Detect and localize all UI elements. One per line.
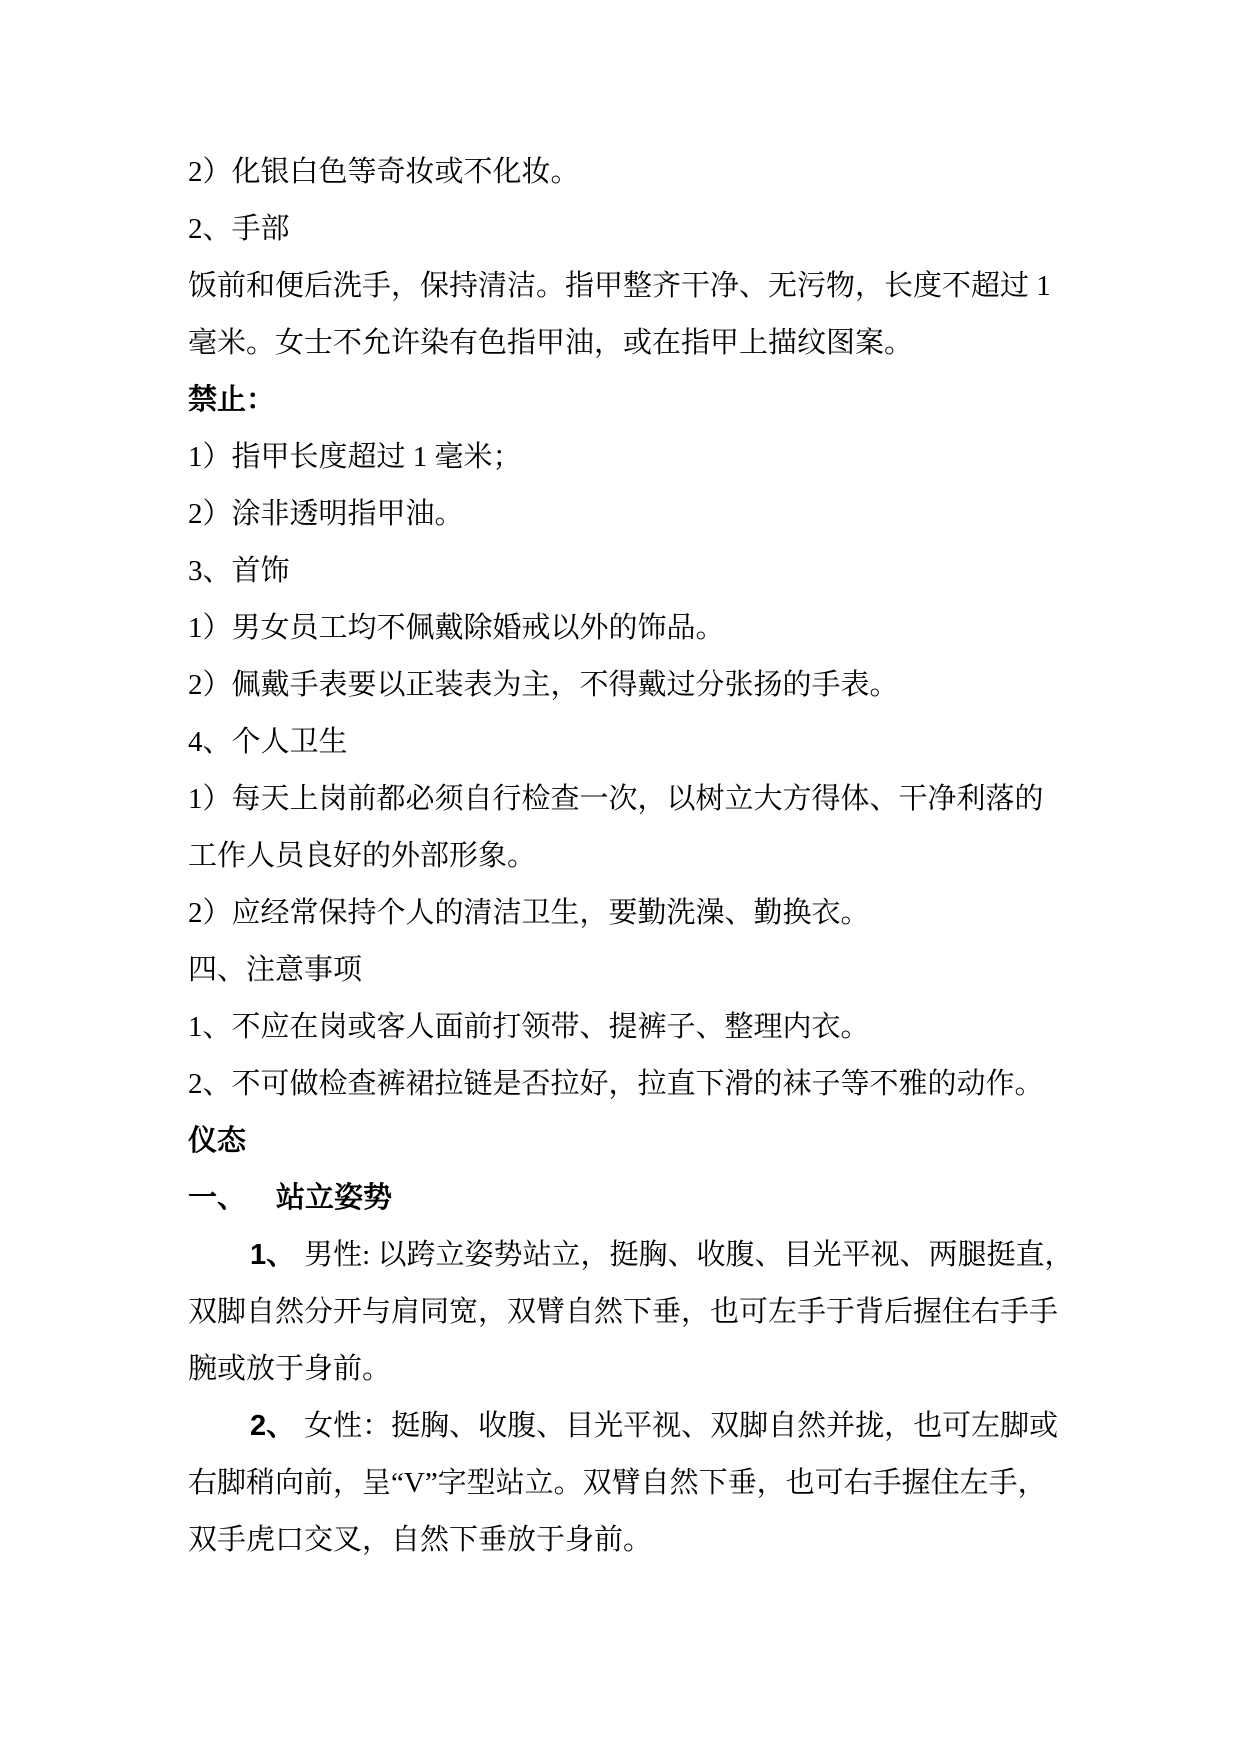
deportment-section — [188, 1113, 1188, 1569]
section-heading: 四、注意事项 — [188, 954, 363, 986]
list-item: 2、不可做检查裤裙拉链是否拉好，拉直下滑的袜子等不雅的动作。 — [188, 1068, 1044, 1100]
paragraph-line: 双手虎口交叉，自然下垂放于身前。 — [188, 1524, 653, 1556]
paragraph-line: 右脚稍向前，呈“V”字型站立。双臂自然下垂，也可右手握住左手， — [188, 1467, 1047, 1499]
list-item: 1）男女员工均不佩戴除婚戒以外的饰品。 — [188, 612, 725, 644]
chapter-heading: 仪态 — [188, 1125, 247, 1157]
hands-section — [188, 201, 1188, 543]
makeup-section — [188, 144, 1188, 201]
paragraph-line: 双脚自然分开与肩同宽，双臂自然下垂，也可左手于背后握住右手手 — [188, 1296, 1059, 1328]
document-page — [188, 144, 1188, 1569]
list-item-line: 2）应经常保持个人的清洁卫生，要勤洗澡、勤换衣。 — [188, 897, 870, 929]
paragraph-number: 1、 — [250, 1239, 296, 1271]
list-item-line: 1）每天上岗前都必须自行检查一次，以树立大方得体、干净利落的 — [188, 783, 1044, 815]
subsection-heading — [188, 1170, 1188, 1227]
hygiene-section — [188, 714, 1188, 942]
male-paragraph-first-line — [188, 1227, 1188, 1284]
paragraph-text: 女性：挺胸、收腹、目光平视、双脚自然并拢，也可左脚或 — [304, 1410, 1059, 1442]
subsection-number: 一、 — [188, 1182, 247, 1214]
list-item-line: 工作人员良好的外部形象。 — [188, 840, 537, 872]
subsection-title: 站立姿势 — [276, 1182, 393, 1214]
paragraph-text: 男性: 以跨立姿势站立，挺胸、收腹、目光平视、两腿挺直， — [304, 1239, 1074, 1271]
section-heading: 3、首饰 — [188, 555, 290, 587]
prohibited-item: 1）指甲长度超过 1 毫米； — [188, 441, 522, 473]
paragraph-line: 毫米。女士不允许染有色指甲油，或在指甲上描纹图案。 — [188, 327, 914, 359]
section-heading: 4、个人卫生 — [188, 726, 348, 758]
section-heading: 2、手部 — [188, 213, 290, 245]
paragraph-line: 腕或放于身前。 — [188, 1353, 392, 1385]
paragraph-number: 2、 — [250, 1410, 296, 1442]
jewelry-section — [188, 543, 1188, 714]
paragraph-line: 饭前和便后洗手，保持清洁。指甲整齐干净、无污物，长度不超过 1 — [188, 270, 1051, 302]
female-paragraph-first-line — [188, 1398, 1188, 1455]
notes-section — [188, 942, 1188, 1113]
list-item: 2）化银白色等奇妆或不化妆。 — [188, 156, 580, 188]
list-item: 2）佩戴手表要以正装表为主，不得戴过分张扬的手表。 — [188, 669, 899, 701]
prohibited-label: 禁止： — [188, 384, 276, 416]
prohibited-item: 2）涂非透明指甲油。 — [188, 498, 464, 530]
list-item: 1、不应在岗或客人面前打领带、提裤子、整理内衣。 — [188, 1011, 870, 1043]
